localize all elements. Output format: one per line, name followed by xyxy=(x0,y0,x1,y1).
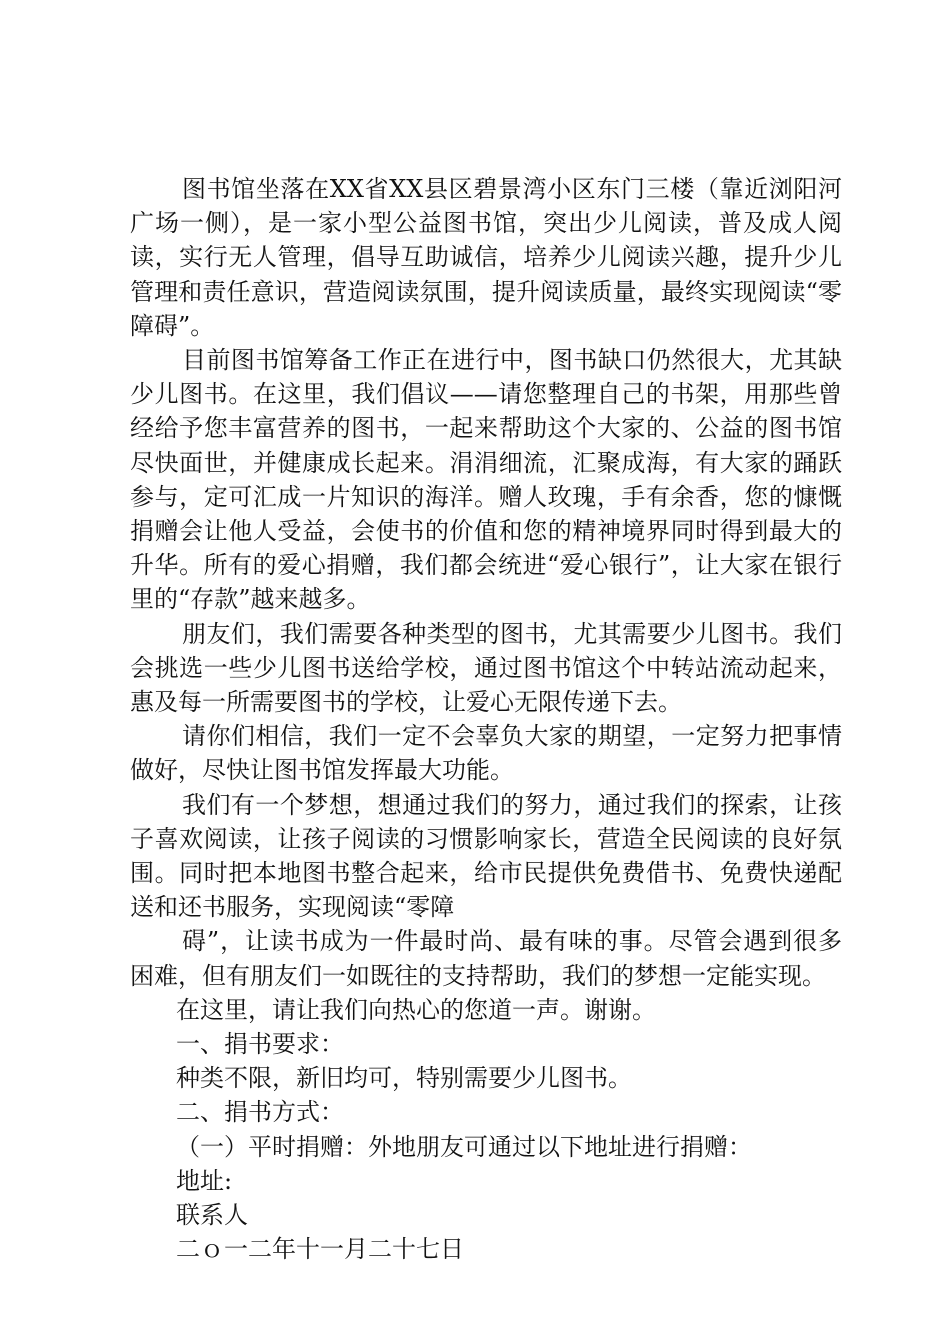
contact-label: 联系人 xyxy=(176,1201,248,1230)
paragraph-library-intro: 图书馆坐落在XX省XX县区碧景湾小区东门三楼（靠近浏阳河广场一侧），是一家小型公益图书馆，突出少儿阅读，普及成人阅读，实行无人管理，倡导互助诚信，培养少儿阅读兴趣，提升少儿管理和责任意识，营造阅读氛围，提升阅读质量，最终实现阅读“零障碍”。 xyxy=(130,175,842,340)
paragraph-dream-continued: 碍”，让读书成为一件最时尚、最有味的事。尽管会遇到很多困难，但有朋友们一如既往的支持帮助，我们的梦想一定能实现。 xyxy=(130,927,842,990)
requirements-text: 种类不限，新旧均可，特别需要少儿图书。 xyxy=(176,1064,632,1093)
thanks-line: 在这里，请让我们向热心的您道一声。谢谢。 xyxy=(176,995,656,1024)
document-date: 二ｏ一二年十一月二十七日 xyxy=(176,1235,464,1264)
section-heading-requirements: 一、捐书要求： xyxy=(176,1030,344,1059)
section-heading-methods: 二、捐书方式： xyxy=(176,1098,344,1127)
paragraph-dream: 我们有一个梦想，想通过我们的努力，通过我们的探索，让孩子喜欢阅读，让孩子阅读的习惯影响家长，营造全民阅读的良好氛围。同时把本地图书整合起来，给市民提供免费借书、免费快递配送和还书服务，实现阅读“零障 xyxy=(130,790,842,922)
address-label: 地址: xyxy=(176,1166,233,1195)
paragraph-children-books: 朋友们，我们需要各种类型的图书，尤其需要少儿图书。我们会挑选一些少儿图书送给学校，通过图书馆这个中转站流动起来，惠及每一所需要图书的学校，让爱心无限传递下去。 xyxy=(130,619,842,717)
paragraph-promise: 请你们相信，我们一定不会辜负大家的期望，一定努力把事情做好，尽快让图书馆发挥最大功能。 xyxy=(130,722,842,785)
method-regular-donation: （一）平时捐赠：外地朋友可通过以下地址进行捐赠： xyxy=(176,1132,752,1161)
document-body xyxy=(130,172,842,1267)
paragraph-donation-appeal: 目前图书馆筹备工作正在进行中，图书缺口仍然很大，尤其缺少儿图书。在这里，我们倡议——请您整理自己的书架，用那些曾经给予您丰富营养的图书，一起来帮助这个大家的、公益的图书馆尽快面世，并健康成长起来。涓涓细流，汇聚成海，有大家的踊跃参与，定可汇成一片知识的海洋。赠人玫瑰，手有余香，您的慷慨捐赠会让他人受益，会使书的价值和您的精神境界同时得到最大的升华。所有的爱心捐赠，我们都会统进“爱心银行”，让大家在银行里的“存款”越来越多。 xyxy=(130,346,842,614)
